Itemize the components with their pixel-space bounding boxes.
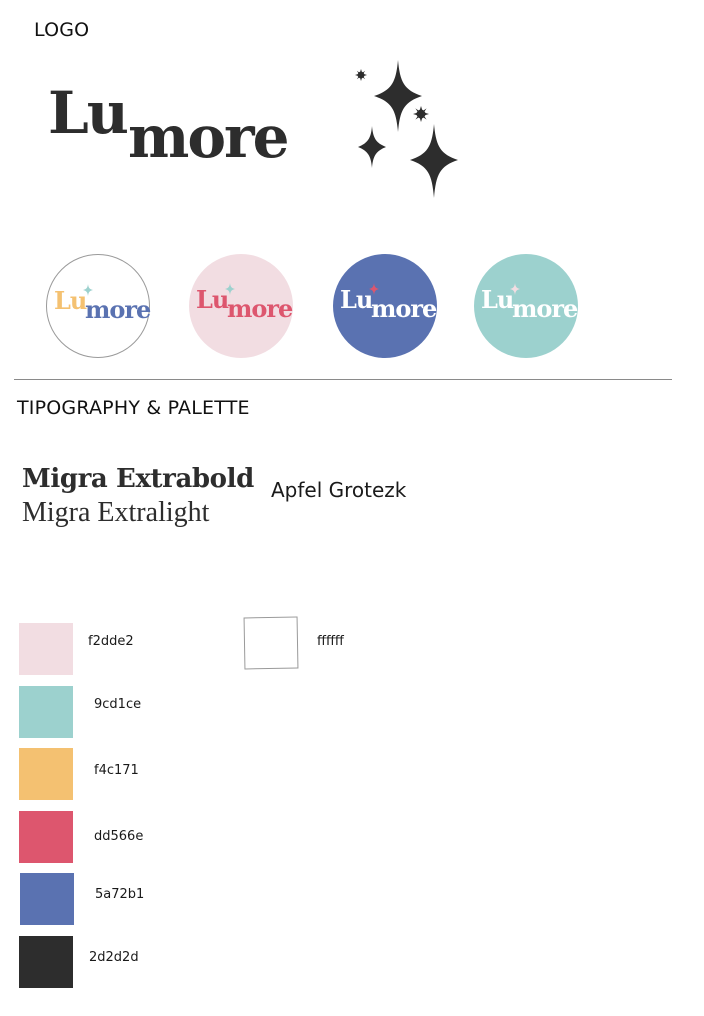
logo-text-lu: Lu (48, 79, 127, 147)
logo-badge-teal (474, 254, 578, 358)
color-swatch-black (19, 936, 73, 988)
badge-text-lu: Lu (340, 285, 373, 314)
color-swatch-teal (19, 686, 73, 738)
hex-code-label: 2d2d2d (89, 950, 139, 965)
badge-text-more: more (85, 295, 151, 324)
color-swatch-yellow (19, 748, 73, 800)
hex-code-label: f2dde2 (88, 634, 134, 649)
font-sample-apfel-grotezk: Apfel Grotezk (271, 478, 407, 502)
hex-code-label: 5a72b1 (95, 887, 145, 902)
color-swatch-pink (19, 623, 73, 675)
logo-badge-blue (333, 254, 437, 358)
color-swatch-blue (20, 873, 74, 925)
badge-text-lu: Lu (54, 286, 87, 315)
badge-text-lu: Lu (481, 285, 514, 314)
hex-code-label: f4c171 (94, 763, 139, 778)
section-divider (14, 379, 672, 380)
hex-code-label: 9cd1ce (94, 697, 142, 712)
sparkles-icon (348, 58, 466, 200)
lumore-wordmark-logo (48, 78, 308, 171)
badge-text-lu: Lu (196, 285, 229, 314)
badge-text-more: more (227, 294, 293, 323)
logo-badge-white (46, 254, 150, 358)
font-sample-migra-extrabold: Migra Extrabold (22, 464, 254, 494)
hex-code-label: ffffff (317, 634, 344, 649)
typography-section-title: TIPOGRAPHY & PALETTE (17, 397, 250, 419)
badge-text-more: more (512, 294, 578, 323)
hex-code-label: dd566e (94, 829, 144, 844)
logo-section-title: LOGO (34, 19, 90, 41)
color-swatch-red (19, 811, 73, 863)
font-sample-migra-extralight: Migra Extralight (22, 497, 210, 528)
logo-text-more: more (128, 103, 288, 171)
logo-badge-pink (189, 254, 293, 358)
badge-text-more: more (371, 294, 437, 323)
color-swatch-white (244, 617, 299, 670)
